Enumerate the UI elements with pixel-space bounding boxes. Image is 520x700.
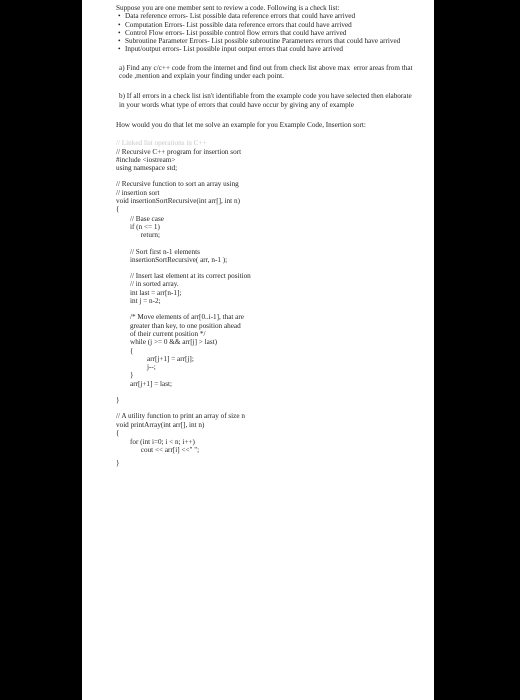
code-faded-comment: // Linked list operations in C++ xyxy=(116,139,207,148)
question-a: a) Find any c/c++ code from the internet and find out from check list above max error areas from that code ,mention and explain your finding under each point. xyxy=(119,63,415,81)
document-page xyxy=(82,0,434,700)
checklist-item-input-output: • Input/output errors- List possible input output errors that could have arrived xyxy=(116,45,421,53)
code-print-close: } xyxy=(116,458,120,467)
code-header: // Recursive C++ program for insertion sort #include <iostream> using namespace std; xyxy=(116,147,242,173)
document-content xyxy=(116,4,421,467)
question-b: b) If all errors in a check list isn't identifiable from the example code you have selected then elaborate in your words what type of errors that could have occur by giving any of example xyxy=(119,92,414,109)
code-function-close: } xyxy=(116,395,120,404)
checklist-item-computation: • Computation Errors- List possible data reference errors that could have arrived xyxy=(116,21,421,29)
checklist-item-data-reference: • Data reference errors- List possible data reference errors that could have arrived xyxy=(116,12,421,20)
intro-text: Suppose you are one member sent to review a code. Following is a check list: xyxy=(116,4,340,12)
code-sort-first: // Sort first n-1 elements insertionSortRecursive( arr, n-1 ); xyxy=(130,247,228,264)
code-block xyxy=(116,139,421,467)
code-function-signature: // Recursive function to sort an array using // insertion sort void insertionSortRecursive(int arr[], int n) { xyxy=(116,180,240,214)
code-loop-body: arr[j+1] = arr[j]; j--; xyxy=(147,354,194,372)
how-to-text: How would you do that let me solve an example for you Example Code, Insertion sort: xyxy=(116,120,366,129)
code-print-function: // A utility function to print an array of size n void printArray(int arr[], int n) { xyxy=(116,412,245,437)
code-move-elements: /* Move elements of arr[0..i-1], that are greater than key, to one position ahead of their current position */ while (j >= 0 && arr[j] > last) { xyxy=(130,313,244,355)
checklist xyxy=(116,12,421,53)
checklist-item-subroutine: • Subroutine Parameter Errors- List possible subroutine Parameters errors that could have arrived xyxy=(116,37,421,45)
checklist-item-control-flow: • Control Flow errors- List possible control flow errors that could have arrived xyxy=(116,29,421,37)
code-for-loop: for (int i=0; i < n; i++) cout << arr[i] <<" "; xyxy=(130,438,200,455)
code-loop-close: } arr[j+1] = last; xyxy=(130,371,173,388)
code-insert-last: // Insert last element at its correct position // in sorted array. int last = arr[n-1]; int j = n-2; xyxy=(130,272,251,306)
code-base-case: // Base case if (n <= 1) return; xyxy=(130,214,164,240)
